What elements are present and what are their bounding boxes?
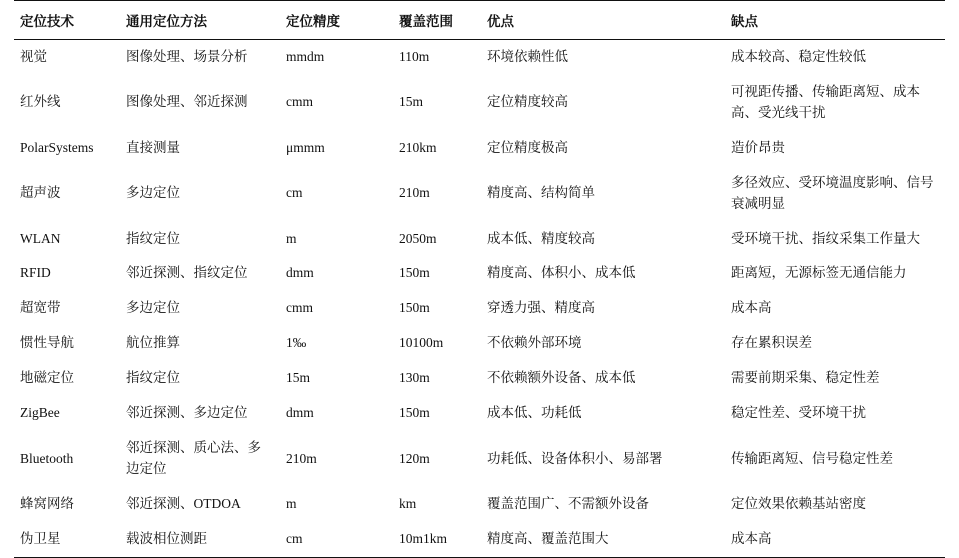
- cell-tech: 超声波: [20, 185, 61, 201]
- cell-pros: 穿透力强、精度高: [487, 300, 595, 316]
- cell-method: 多边定位: [126, 185, 180, 201]
- cell-pros: 定位精度极高: [487, 139, 568, 155]
- column-header-pros: 优点: [481, 1, 725, 40]
- cell-pros: 不依赖额外设备、成本低: [487, 370, 636, 386]
- cell-method: 邻近探测、质心法、多边定位: [126, 440, 261, 476]
- cell-coverage: 210km: [399, 139, 437, 155]
- cell-accuracy: μmmm: [286, 139, 325, 155]
- cell-cons: 成本高: [731, 300, 772, 316]
- table-body: [14, 40, 945, 558]
- cell-method: 邻近探测、多边定位: [126, 405, 248, 421]
- localization-technology-table: [14, 0, 945, 558]
- cell-cons: 稳定性差、受环境干扰: [731, 405, 866, 421]
- table-row: [14, 75, 945, 131]
- cell-cons: 传输距离短、信号稳定性差: [731, 450, 893, 466]
- cell-accuracy: mmdm: [286, 49, 325, 64]
- cell-coverage: 150m: [399, 300, 430, 316]
- cell-cons: 需要前期采集、稳定性差: [731, 370, 880, 386]
- cell-tech: 红外线: [20, 94, 61, 110]
- cell-pros: 成本低、功耗低: [487, 405, 582, 421]
- cell-cons: 距离短，无源标签无通信能力: [731, 265, 907, 281]
- table-row: [14, 256, 945, 291]
- cell-method: 多边定位: [126, 300, 180, 316]
- cell-cons: 成本高: [725, 522, 945, 557]
- table-header: [14, 1, 945, 40]
- table-row: [14, 361, 945, 396]
- cell-pros: 不依赖外部环境: [487, 335, 582, 351]
- cell-coverage: 10100m: [399, 335, 444, 351]
- cell-accuracy: dmm: [286, 265, 314, 281]
- cell-tech: WLAN: [20, 230, 61, 246]
- cell-coverage: 10m1km: [393, 522, 481, 557]
- cell-accuracy: cmm: [286, 94, 313, 110]
- cell-coverage: 130m: [399, 370, 430, 386]
- cell-tech: 地磁定位: [20, 370, 74, 386]
- cell-accuracy: 210m: [286, 450, 317, 466]
- cell-accuracy: m: [286, 495, 297, 511]
- cell-accuracy: cm: [280, 522, 393, 557]
- cell-coverage: 150m: [399, 265, 430, 281]
- cell-accuracy: dmm: [286, 405, 314, 421]
- cell-coverage: km: [399, 495, 417, 511]
- cell-pros: 覆盖范围广、不需额外设备: [487, 495, 649, 511]
- cell-cons: 定位效果依赖基站密度: [731, 495, 866, 511]
- column-header-accuracy: 定位精度: [280, 1, 393, 40]
- cell-cons: 存在累积误差: [731, 335, 812, 351]
- cell-method: 航位推算: [126, 335, 180, 351]
- cell-tech: 惯性导航: [20, 335, 74, 351]
- cell-coverage: 150m: [399, 405, 430, 421]
- column-header-coverage: 覆盖范围: [393, 1, 481, 40]
- cell-pros: 定位精度较高: [487, 94, 568, 110]
- cell-coverage: 15m: [399, 94, 424, 110]
- cell-coverage: 120m: [399, 450, 430, 466]
- cell-cons: 受环境干扰、指纹采集工作量大: [731, 230, 920, 246]
- cell-pros: 精度高、结构简单: [487, 185, 595, 201]
- table-row: [14, 291, 945, 326]
- table-row: [14, 487, 945, 522]
- table-row: [14, 522, 945, 557]
- cell-cons: 可视距传播、传输距离短、成本高、受光线干扰: [731, 83, 920, 120]
- cell-accuracy: cmm: [286, 300, 313, 316]
- cell-accuracy: 15m: [286, 370, 311, 386]
- cell-method: 图像处理、场景分析: [126, 49, 248, 64]
- cell-cons: 成本较高、稳定性较低: [731, 49, 866, 64]
- cell-method: 指纹定位: [126, 230, 180, 246]
- cell-cons: 造价昂贵: [731, 139, 785, 155]
- cell-method: 图像处理、邻近探测: [126, 94, 248, 110]
- cell-tech: RFID: [20, 265, 51, 281]
- table-row: [14, 40, 945, 75]
- table-row: [14, 431, 945, 487]
- cell-method: 邻近探测、OTDOA: [126, 495, 241, 511]
- column-header-tech: 定位技术: [14, 1, 120, 40]
- cell-tech: Bluetooth: [20, 450, 74, 466]
- cell-accuracy: cm: [286, 185, 303, 201]
- table-row: [14, 396, 945, 431]
- cell-method: 指纹定位: [126, 370, 180, 386]
- cell-accuracy: m: [286, 230, 297, 246]
- cell-coverage: 2050m: [399, 230, 437, 246]
- cell-pros: 精度高、覆盖范围大: [481, 522, 725, 557]
- cell-method: 直接测量: [126, 139, 180, 155]
- cell-method: 邻近探测、指纹定位: [126, 265, 248, 281]
- table-row: [14, 166, 945, 222]
- table-row: [14, 326, 945, 361]
- cell-tech: 视觉: [20, 49, 47, 64]
- cell-pros: 精度高、体积小、成本低: [487, 265, 636, 281]
- cell-tech: PolarSystems: [20, 139, 94, 155]
- cell-method: 载波相位测距: [120, 522, 280, 557]
- cell-pros: 成本低、精度较高: [487, 230, 595, 246]
- cell-tech: 超宽带: [20, 300, 61, 316]
- cell-tech: 伪卫星: [14, 522, 120, 557]
- cell-coverage: 110m: [399, 49, 430, 64]
- table-row: [14, 131, 945, 166]
- column-header-cons: 缺点: [725, 1, 945, 40]
- cell-pros: 环境依赖性低: [487, 49, 568, 64]
- cell-tech: ZigBee: [20, 405, 60, 421]
- column-header-method: 通用定位方法: [120, 1, 280, 40]
- table-row: [14, 222, 945, 257]
- cell-pros: 功耗低、设备体积小、易部署: [487, 450, 663, 466]
- table-header-row: [14, 1, 945, 40]
- cell-coverage: 210m: [399, 185, 430, 201]
- cell-tech: 蜂窝网络: [20, 495, 74, 511]
- cell-cons: 多径效应、受环境温度影响、信号衰减明显: [731, 174, 934, 211]
- cell-accuracy: 1‰: [286, 335, 307, 351]
